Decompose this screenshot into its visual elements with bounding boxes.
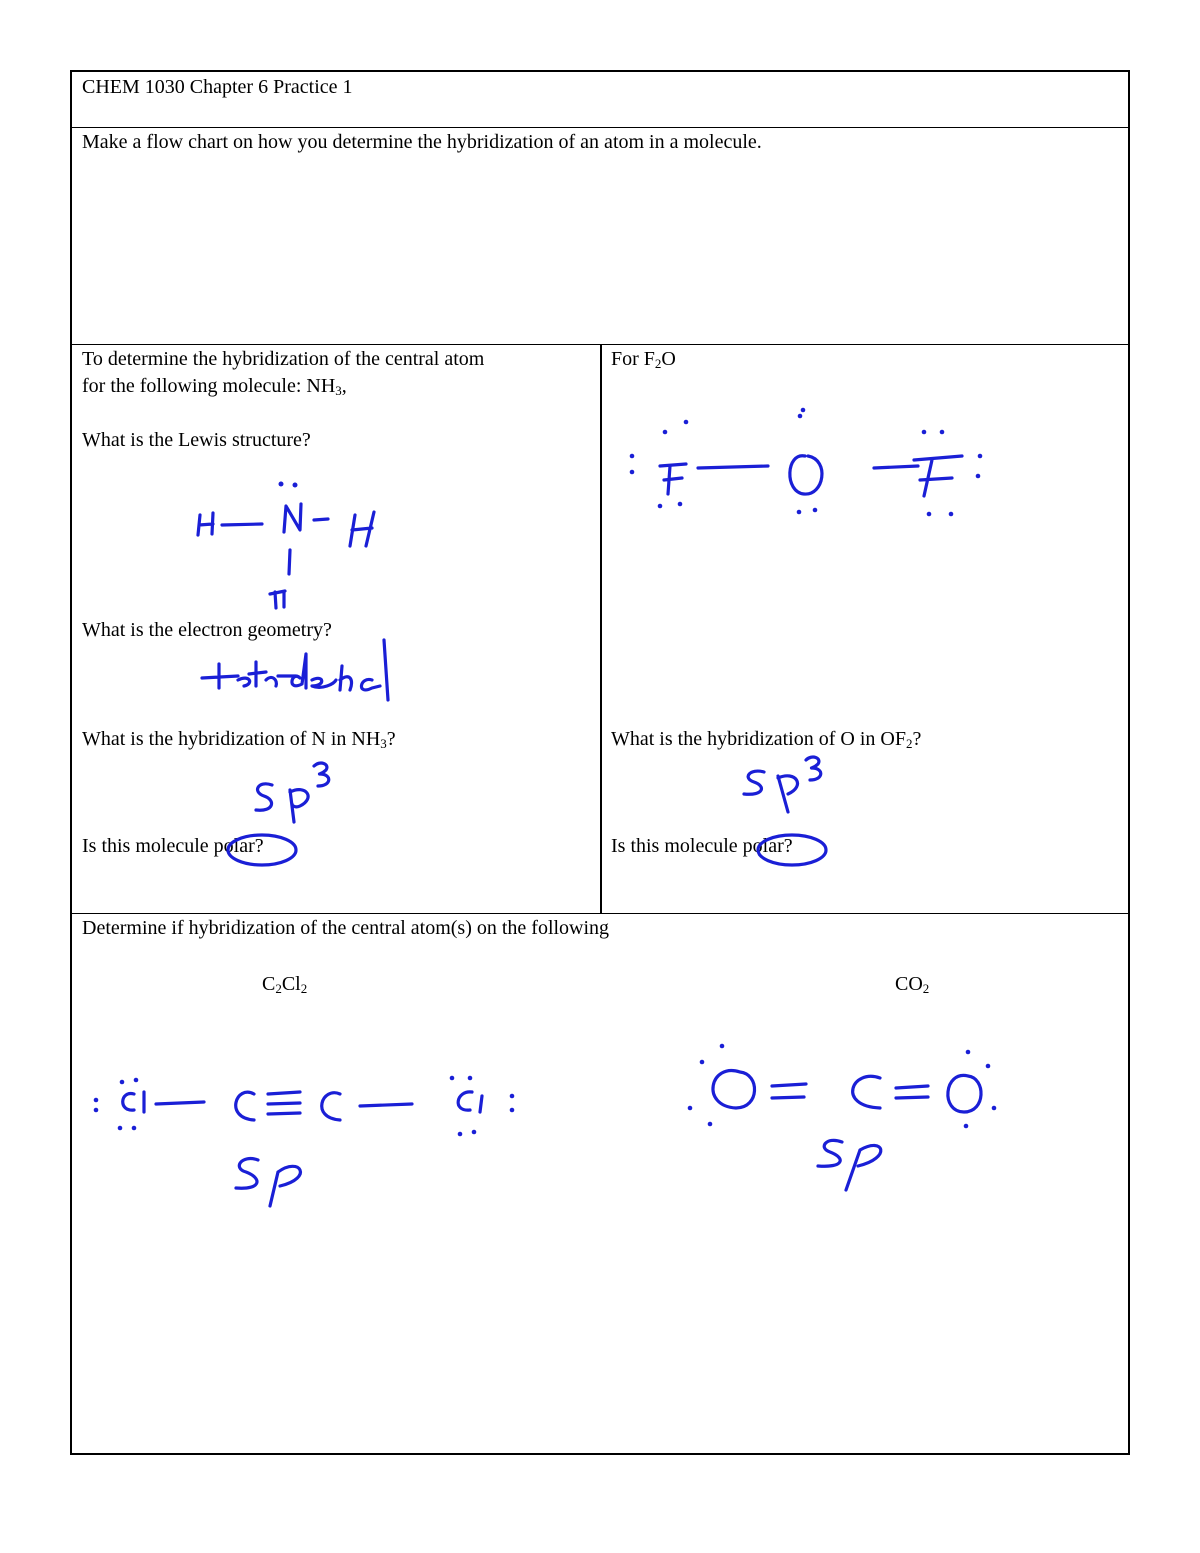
circle-polar-of2 bbox=[758, 835, 826, 865]
c2cl2-lewis-drawing bbox=[94, 1076, 515, 1137]
f2o-lewis-drawing bbox=[630, 408, 983, 517]
page-title: CHEM 1030 Chapter 6 Practice 1 bbox=[82, 76, 353, 98]
c2cl2-label: $C_2Cl_2$ bbox=[262, 973, 308, 996]
ans-nh3-sp3 bbox=[256, 763, 329, 822]
ans-tetrahedral bbox=[202, 640, 388, 700]
ans-c2cl2-sp bbox=[236, 1159, 300, 1206]
ans-of2-sp3 bbox=[744, 757, 821, 812]
flow-chart-prompt: Make a flow chart on how you determine the hybridization of an atom in a molecule. bbox=[82, 131, 762, 153]
circle-polar-nh3 bbox=[228, 835, 296, 865]
nh3-prompt-line1: To determine the hybridization of the central atom bbox=[82, 348, 485, 370]
f2o-title: For $F_2O$ bbox=[611, 348, 676, 371]
of2-polar-question: Is this molecule polar? bbox=[611, 835, 793, 857]
nh3-prompt-line2: for the following molecule: $NH_3$, bbox=[82, 375, 347, 398]
of2-hybridization-question: What is the hybridization of O in $OF_2$? bbox=[611, 728, 922, 751]
ans-co2-sp bbox=[818, 1140, 881, 1190]
nh3-hybridization-question: What is the hybridization of N in $NH_3$? bbox=[82, 728, 396, 751]
co2-lewis-drawing bbox=[688, 1044, 997, 1129]
co2-label: $CO_2$ bbox=[895, 973, 930, 996]
nh3-geometry-question: What is the electron geometry? bbox=[82, 619, 332, 641]
nh3-lewis-question: What is the Lewis structure? bbox=[82, 429, 311, 451]
nh3-lewis-drawing bbox=[198, 482, 374, 609]
bottom-prompt: Determine if hybridization of the central atom(s) on the following bbox=[82, 917, 610, 939]
nh3-polar-question: Is this molecule polar? bbox=[82, 835, 264, 857]
